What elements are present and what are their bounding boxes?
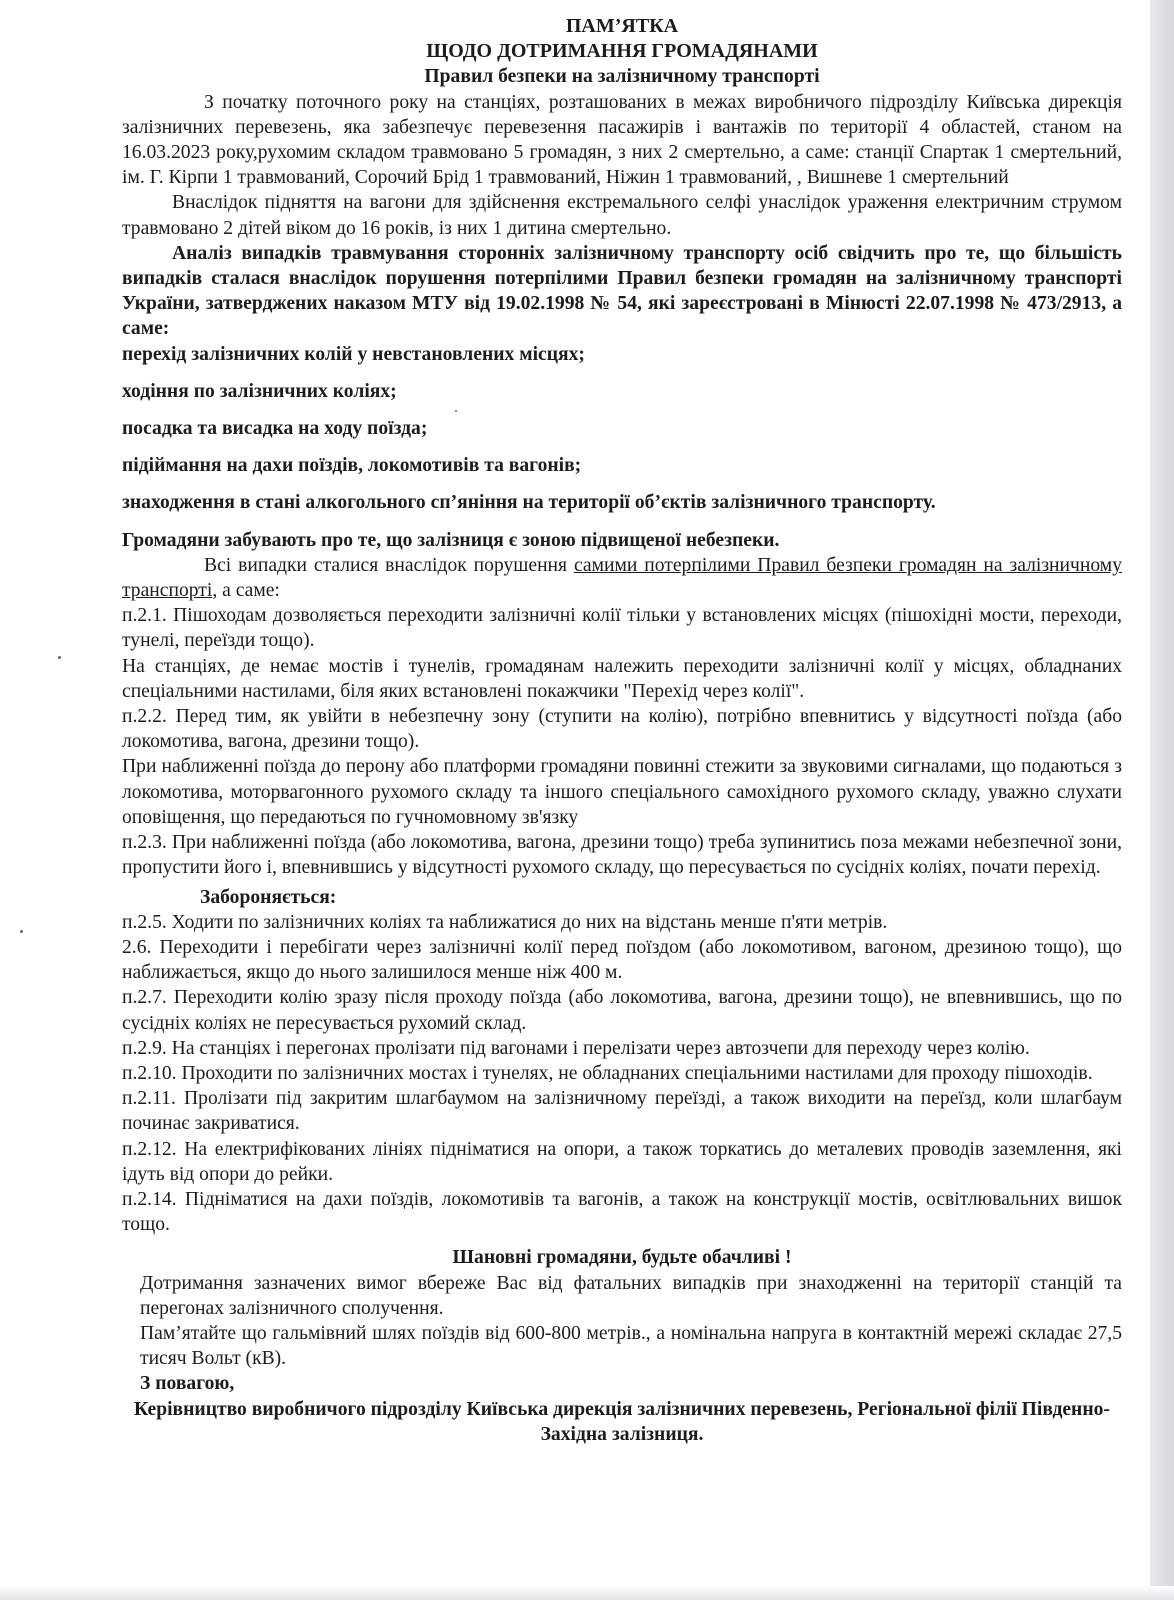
violation-item: перехід залізничних колій у невстановлених місцях; bbox=[122, 343, 585, 365]
rules-list bbox=[122, 603, 1122, 880]
closing-appeal: Шановні громадяни, будьте обачливі ! bbox=[452, 1247, 792, 1269]
rule-item: п.2.2. Перед тим, як увійти в небезпечну зону (ступити на колію), потрібно впевнитись у відсутності поїзда (або локомотива, вагона, дрезини тощо). bbox=[122, 706, 1122, 753]
regards-line: З повагою, bbox=[140, 1373, 235, 1395]
rule-item: п.2.1. Пішоходам дозволяється переходити залізничні колії тільки у встановлених місцях (пішохідні мости, переходи, тунелі, переїзди тощо). bbox=[122, 605, 1122, 652]
prohibited-item: п.2.10. Проходити по залізничних мостах і тунелях, не обладнаних спеціальними настилами для проходу пішоходів. bbox=[122, 1062, 1093, 1084]
closing-paragraph: Пам’ятайте що гальмівний шлях поїздів від 600-800 метрів., а номінальна напруга в контактній мережі складає 27,5 тисяч Вольт (кВ). bbox=[140, 1322, 1122, 1370]
prohibited-item: п.2.5. Ходити по залізничних коліях та наближатися до них на відстань менше п'яти метрів. bbox=[122, 911, 888, 933]
violations-list bbox=[122, 342, 1122, 516]
rule-item: п.2.3. При наближенні поїзда (або локомотива, вагона, дрезини тощо) треба зупинитись поза межами небезпечної зони, пропустити його і, впевнившись у відсутності рухомого складу, що пересувається по сусідніх коліях, почати перехід. bbox=[122, 832, 1122, 879]
selfie-paragraph: Внаслідок підняття на вагони для здійснення екстремального селфі унаслідок ураження електричним струмом травмовано 2 дітей віком до 16 років, із них 1 дитина смертельно. bbox=[122, 192, 1122, 239]
analysis-paragraph: Аналіз випадків травмування сторонніх залізничному транспорту осіб свідчить про те, що більшість випадків сталася внаслідок порушення потерпілими Правил безпеки громадян на залізничному транспорті України, затверджених наказом МТУ від 19.02.1998 № 54, які зареєстровані в Мінюсті 22.07.1998 № 473/2913, а саме: bbox=[122, 242, 1122, 340]
all-cases-text: Всі випадки сталися внаслідок порушення bbox=[204, 554, 574, 576]
memo-document bbox=[122, 14, 1122, 1447]
prohibited-heading: Забороняється: bbox=[200, 886, 337, 908]
all-cases-paragraph bbox=[122, 553, 1122, 603]
all-cases-underlined: самими потерпілими Правил безпеки громадян на залізничному транспорті bbox=[122, 554, 1122, 602]
rule-item: При наближенні поїзда до перону або платформи громадяни повинні стежити за звуковими сигналами, що подаються з локомотива, моторвагонного рухомого складу та іншого спеціального самохідного рухомого складу, уважно слухати оповіщення, що передаються по гучномовному зв'язку bbox=[122, 756, 1122, 828]
violation-item: посадка та висадка на ходу поїзда; bbox=[122, 418, 428, 440]
page-bottom-shadow bbox=[0, 1586, 1174, 1600]
violation-item: підіймання на дахи поїздів, локомотивів та вагонів; bbox=[122, 455, 582, 477]
prohibited-item: п.2.11. Пролізати під закритим шлагбаумом на залізничному переїзді, а також виходити на переїзд, коли шлагбаум починає закриватися. bbox=[122, 1088, 1122, 1135]
prohibited-item: п.2.12. На електрифікованих лініях підніматися на опори, а також торкатись до металевих проводів заземлення, які ідуть від опори до рейки. bbox=[122, 1138, 1122, 1185]
intro-paragraph: З початку поточного року на станціях, розташованих в межах виробничого підрозділу Київська дирекція залізничних перевезень, яка забезпечує перевезення пасажирів і вантажів по території 4 областей, станом на 16.03.2023 року,рухомим складом травмовано 5 громадян, з них 2 смертельно, а саме: станції Спартак 1 смертельний, ім. Г. Кірпи 1 травмований, Сорочий Брід 1 травмований, Ніжин 1 травмований, , Вишневе 1 смертельний bbox=[122, 91, 1122, 189]
prohibited-item: п.2.9. На станціях і перегонах пролізати під вагонами і перелізати через автозчепи для переходу через колію. bbox=[122, 1037, 1030, 1059]
prohibited-item: 2.6. Переходити і перебігати через залізничні колії перед поїздом (або локомотивом, вагоном, дрезиною тощо), що наближається, якщо до нього залишилося менше ніж 400 м. bbox=[122, 936, 1122, 984]
violation-item: знаходження в стані алкогольного сп’яніння на території об’єктів залізничного транспорту. bbox=[122, 492, 936, 514]
prohibited-item: п.2.14. Підніматися на дахи поїздів, локомотивів та вагонів, а також на конструкції мостів, освітлювальних вишок тощо. bbox=[122, 1188, 1122, 1236]
prohibited-list bbox=[122, 910, 1122, 1238]
danger-warning: Громадяни забувають про те, що залізниця є зоною підвищеної небезпеки. bbox=[122, 529, 780, 551]
all-cases-tail: , а саме: bbox=[212, 580, 280, 602]
document-subject: Правил безпеки на залізничному транспорті bbox=[424, 66, 820, 88]
rule-item: На станціях, де немає мостів і тунелів, громадянам належить переходити залізничні колії у місцях, обладнаних спеціальними настилами, біля яких встановлені покажчики "Перехід через колії". bbox=[122, 655, 1122, 702]
scan-speck bbox=[58, 656, 61, 659]
page-edge-shadow bbox=[1150, 0, 1174, 1600]
closing-paragraph: Дотримання зазначених вимог вбереже Вас від фатальних випадків при знаходженні на території станцій та перегонах залізничного сполучення. bbox=[140, 1272, 1122, 1319]
scan-speck bbox=[20, 930, 23, 933]
signature-block: Керівництво виробничого підрозділу Київська дирекція залізничних перевезень, Регіональної філії Південно-Західна залізниця. bbox=[134, 1398, 1110, 1445]
document-title: ПАМ’ЯТКА bbox=[565, 15, 679, 37]
document-subtitle: ЩОДО ДОТРИМАННЯ ГРОМАДЯНАМИ bbox=[426, 40, 818, 63]
prohibited-item: п.2.7. Переходити колію зразу після проходу поїзда (або локомотива, вагона, дрезини тощо), не впевнившись, що по сусідніх коліях не пересувається рухомий склад. bbox=[122, 987, 1122, 1034]
violation-item: ходіння по залізничних коліях; bbox=[122, 380, 397, 402]
